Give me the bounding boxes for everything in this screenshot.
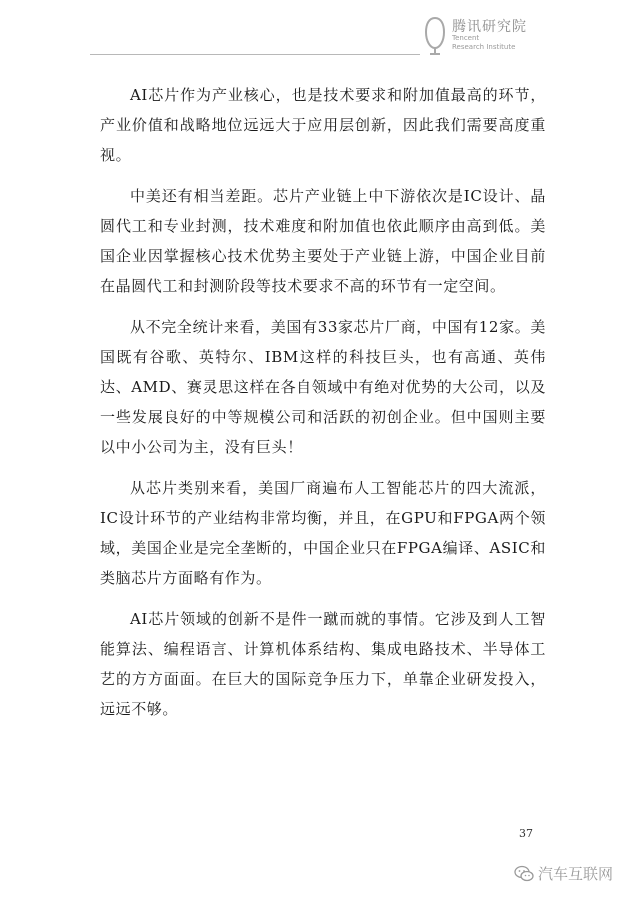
wechat-icon	[514, 865, 534, 883]
tencent-research-logo-icon	[424, 16, 446, 56]
paragraph: 从芯片类别来看，美国厂商遍布人工智能芯片的四大流派，IC设计环节的产业结构非常均衡，并且，在GPU和FPGA两个领域，美国企业是完全垄断的，中国企业只在FPGA编译、ASIC和类脑芯片方面略有作为。	[100, 479, 546, 587]
watermark-text: 汽车互联网	[538, 865, 614, 883]
paragraph: 中美还有相当差距。芯片产业链上中下游依次是IC设计、晶圆代工和专业封测，技术难度和附加值也依此顺序由高到低。美国企业因掌握核心技术优势主要处于产业链上游，中国企业目前在晶圆代工和封测阶段等技术要求不高的环节有一定空间。	[100, 187, 546, 295]
page-number: 37	[519, 827, 533, 840]
logo-subtitle	[452, 34, 515, 52]
paragraph: AI芯片作为产业核心，也是技术要求和附加值最高的环节，产业价值和战略地位远远大于应用层创新，因此我们需要高度重视。	[100, 86, 546, 164]
paragraph: AI芯片领域的创新不是件一蹴而就的事情。它涉及到人工智能算法、编程语言、计算机体系结构、集成电路技术、半导体工艺的方方面面。在巨大的国际竞争压力下，单靠企业研发投入，远远不够。	[100, 610, 546, 718]
watermark	[514, 863, 613, 884]
logo-sub-line-1: Tencent	[452, 34, 480, 42]
paragraph: 从不完全统计来看，美国有33家芯片厂商，中国有12家。美国既有谷歌、英特尔、IBM这样的科技巨头，也有高通、英伟达、AMD、赛灵思这样在各自领域中有绝对优势的大公司，以及一些发展良好的中等规模公司和活跃的初创企业。但中国则主要以中小公司为主，没有巨头！	[100, 318, 546, 456]
logo-sub-line-2: Research Institute	[452, 43, 516, 51]
document-body	[100, 80, 546, 735]
page-header	[0, 0, 640, 60]
logo-name: 腾讯研究院	[452, 19, 527, 35]
header-divider	[90, 54, 420, 55]
